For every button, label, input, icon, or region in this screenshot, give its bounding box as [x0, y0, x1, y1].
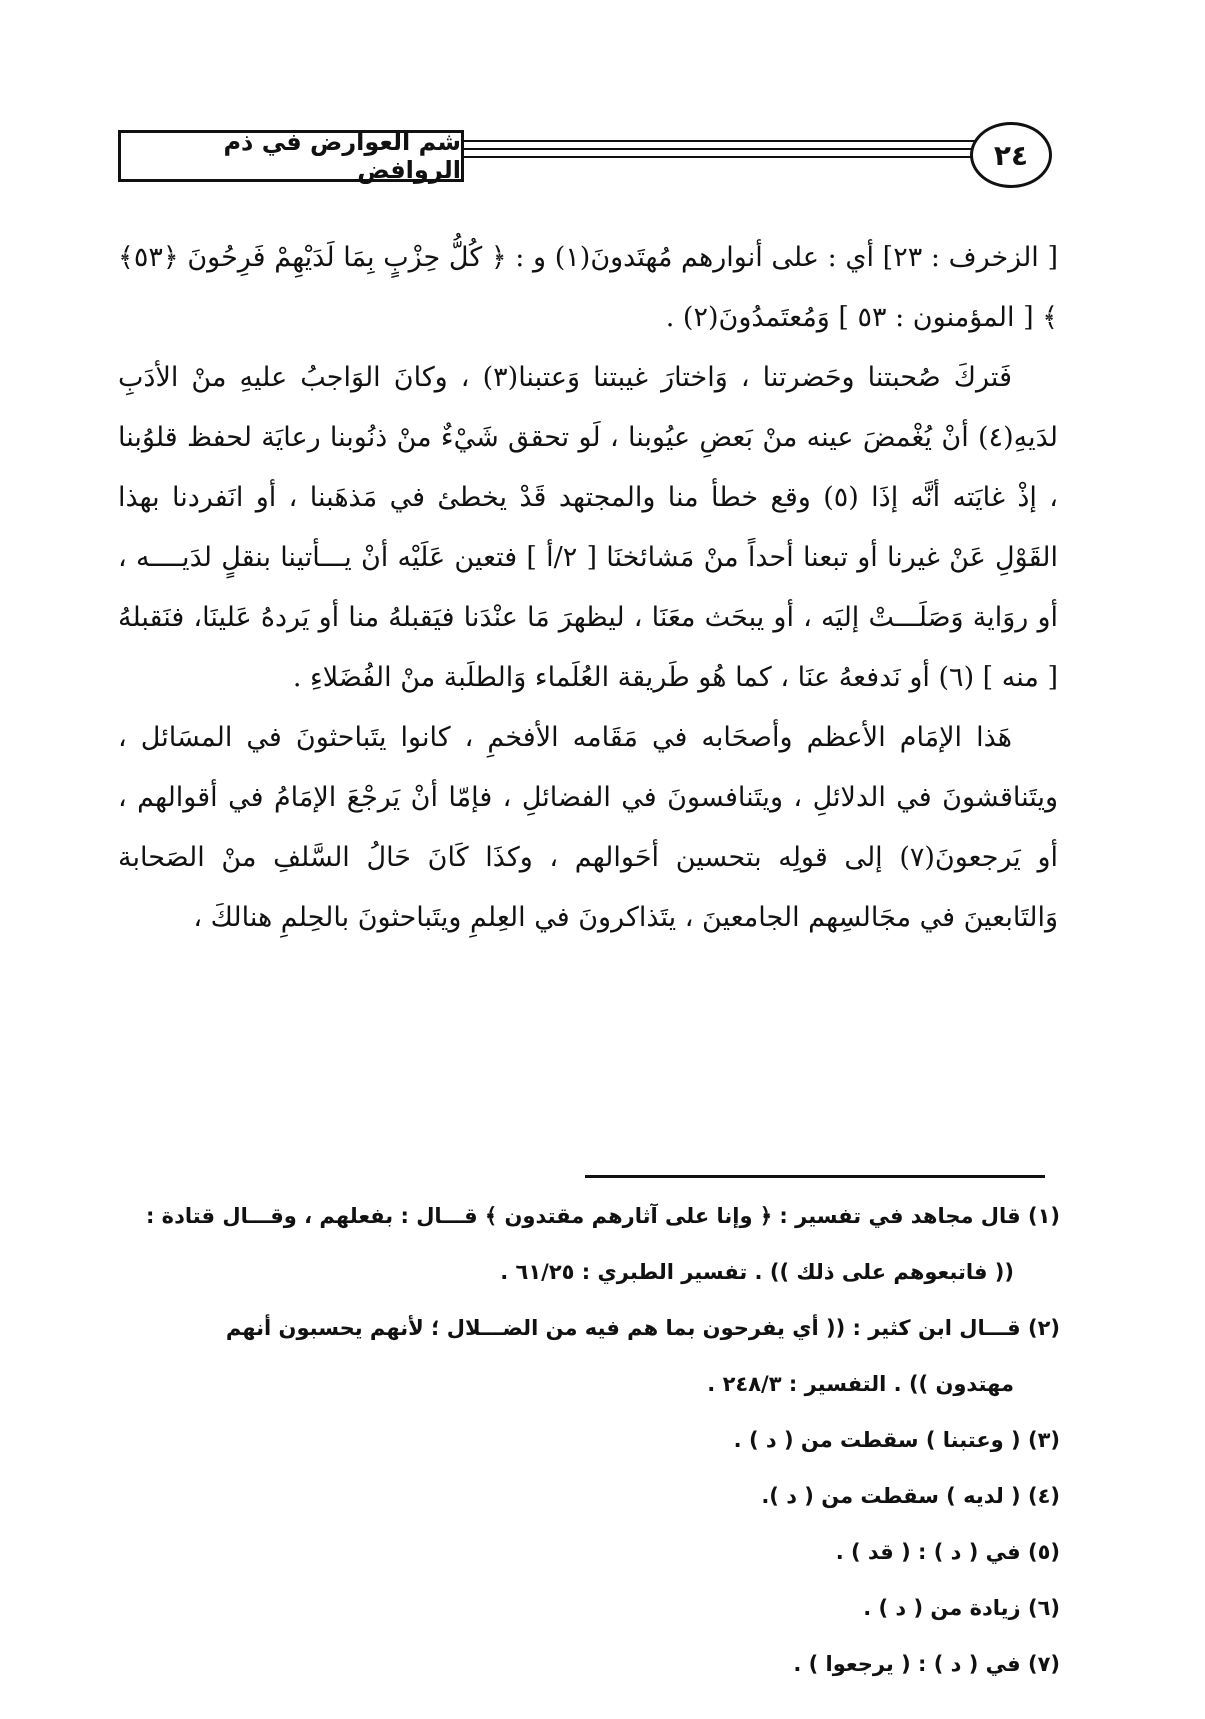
running-header [118, 118, 1052, 184]
page-number: ٢٤ [970, 122, 1052, 188]
header-rule [464, 148, 982, 150]
book-title: شم العوارض في ذم الروافض [118, 130, 464, 182]
paragraph: هَذا الإمَام الأعظم وأصحَابه في مَقَامه الأفخمِ ، كانوا يتَباحثونَ في المسَائل ، ويتَناقشونَ في الدلائلِ ، ويتَنافسونَ في الفضائلِ ، فإمّا أنْ يَرجْعَ الإمَامُ في أقوالهم ، أو يَرجعونَ(٧) إلى قولِه بتحسين أحَوالهم ، وكذَا كَانَ حَالُ السَّلفِ منْ الصَحابة وَالتَابعينَ في مجَالسِهم الجامعينَ ، يتَذاكرونَ في العِلمِ ويتَباحثونَ بالحِلمِ هنالكَ ، [118, 722, 1059, 933]
header-rule [464, 156, 982, 158]
paragraph: فَتركَ صُحبتنا وحَضرتنا ، وَاختارَ غيبتنا وَعتبنا(٣) ، وكانَ الوَاجبُ عليهِ منْ الأدَبِ لدَيهِ(٤) أنْ يُغْمضَ عينه منْ بَعضِ عيُوبنا ، لَو تحقق شَيْءٌ منْ ذنُوبنا رعايَة لحفظ قلوُبنا ، إذْ غايَته أنَّه إذَا (٥) وقع خطأ منا والمجتهد قَدْ يخطئ في مَذهَبنا ، أو انَفردنا بهذا القَوْلِ عَنْ غيرنا أو تبعنا أحداً منْ مَشائخنَا [ ٢/أ ] فتعين عَلَيْه أنْ يـــأتينا بنقلٍ لدَيــــه ، أو روَاية وَصَلَـــتْ إليَه ، أو يبحَث معَنَا ، ليظهرَ مَا عنْدَنا فيَقبلهُ منا أو يَردهُ عَلينَا، فنَقبلهُ [ منه ] (٦) أو نَدفعهُ عنَا ، كما هُو طَريقة العُلَماء وَالطلَبة منْ الفُضَلاءِ . [118, 362, 1059, 693]
footnote: (٤) ( لديه ) سقطت من ( د ). [761, 1484, 1060, 1508]
footnote: (٧) في ( د ) : ( يرجعوا ) . [793, 1652, 1060, 1676]
footnote: (١) قال مجاهد في تفسير : ﴿ وإنا على آثارهم مقتدون ﴾ قـــال : بفعلهم ، وقـــال قتادة : [145, 1204, 1060, 1228]
footnotes [110, 1188, 1060, 1692]
footnote: (٣) ( وعتبنا ) سقطت من ( د ) . [733, 1428, 1060, 1452]
footnote-continuation: (( فاتبعوهم على ذلك )) . تفسير الطبري : ٦١/٢٥ . [500, 1260, 1014, 1284]
main-text [118, 228, 1058, 948]
footnote-divider [585, 1175, 1045, 1178]
footnote-continuation: مهتدون )) . التفسير : ٢٤٨/٣ . [707, 1372, 1014, 1396]
header-rule [464, 140, 982, 142]
footnote: (٦) زيادة من ( د ) . [863, 1596, 1060, 1620]
footnote: (٢) قـــال ابن كثير : (( أي يفرحون بما هم فيه من الضـــلال ؛ لأنهم يحسبون أنهم [225, 1316, 1060, 1340]
paragraph: [ الزخرف : ٢٣] أي : على أنوارهم مُهتَدونَ(١) و : ﴿ كُلُّ حِزْبٍ بِمَا لَدَيْهِمْ فَرِحُونَ ﴿٥٣﴾ ﴾ [ المؤمنون : ٥٣ ] وَمُعتَمدُونَ(٢) . [118, 242, 1058, 333]
footnote: (٥) في ( د ) : ( قد ) . [835, 1540, 1060, 1564]
